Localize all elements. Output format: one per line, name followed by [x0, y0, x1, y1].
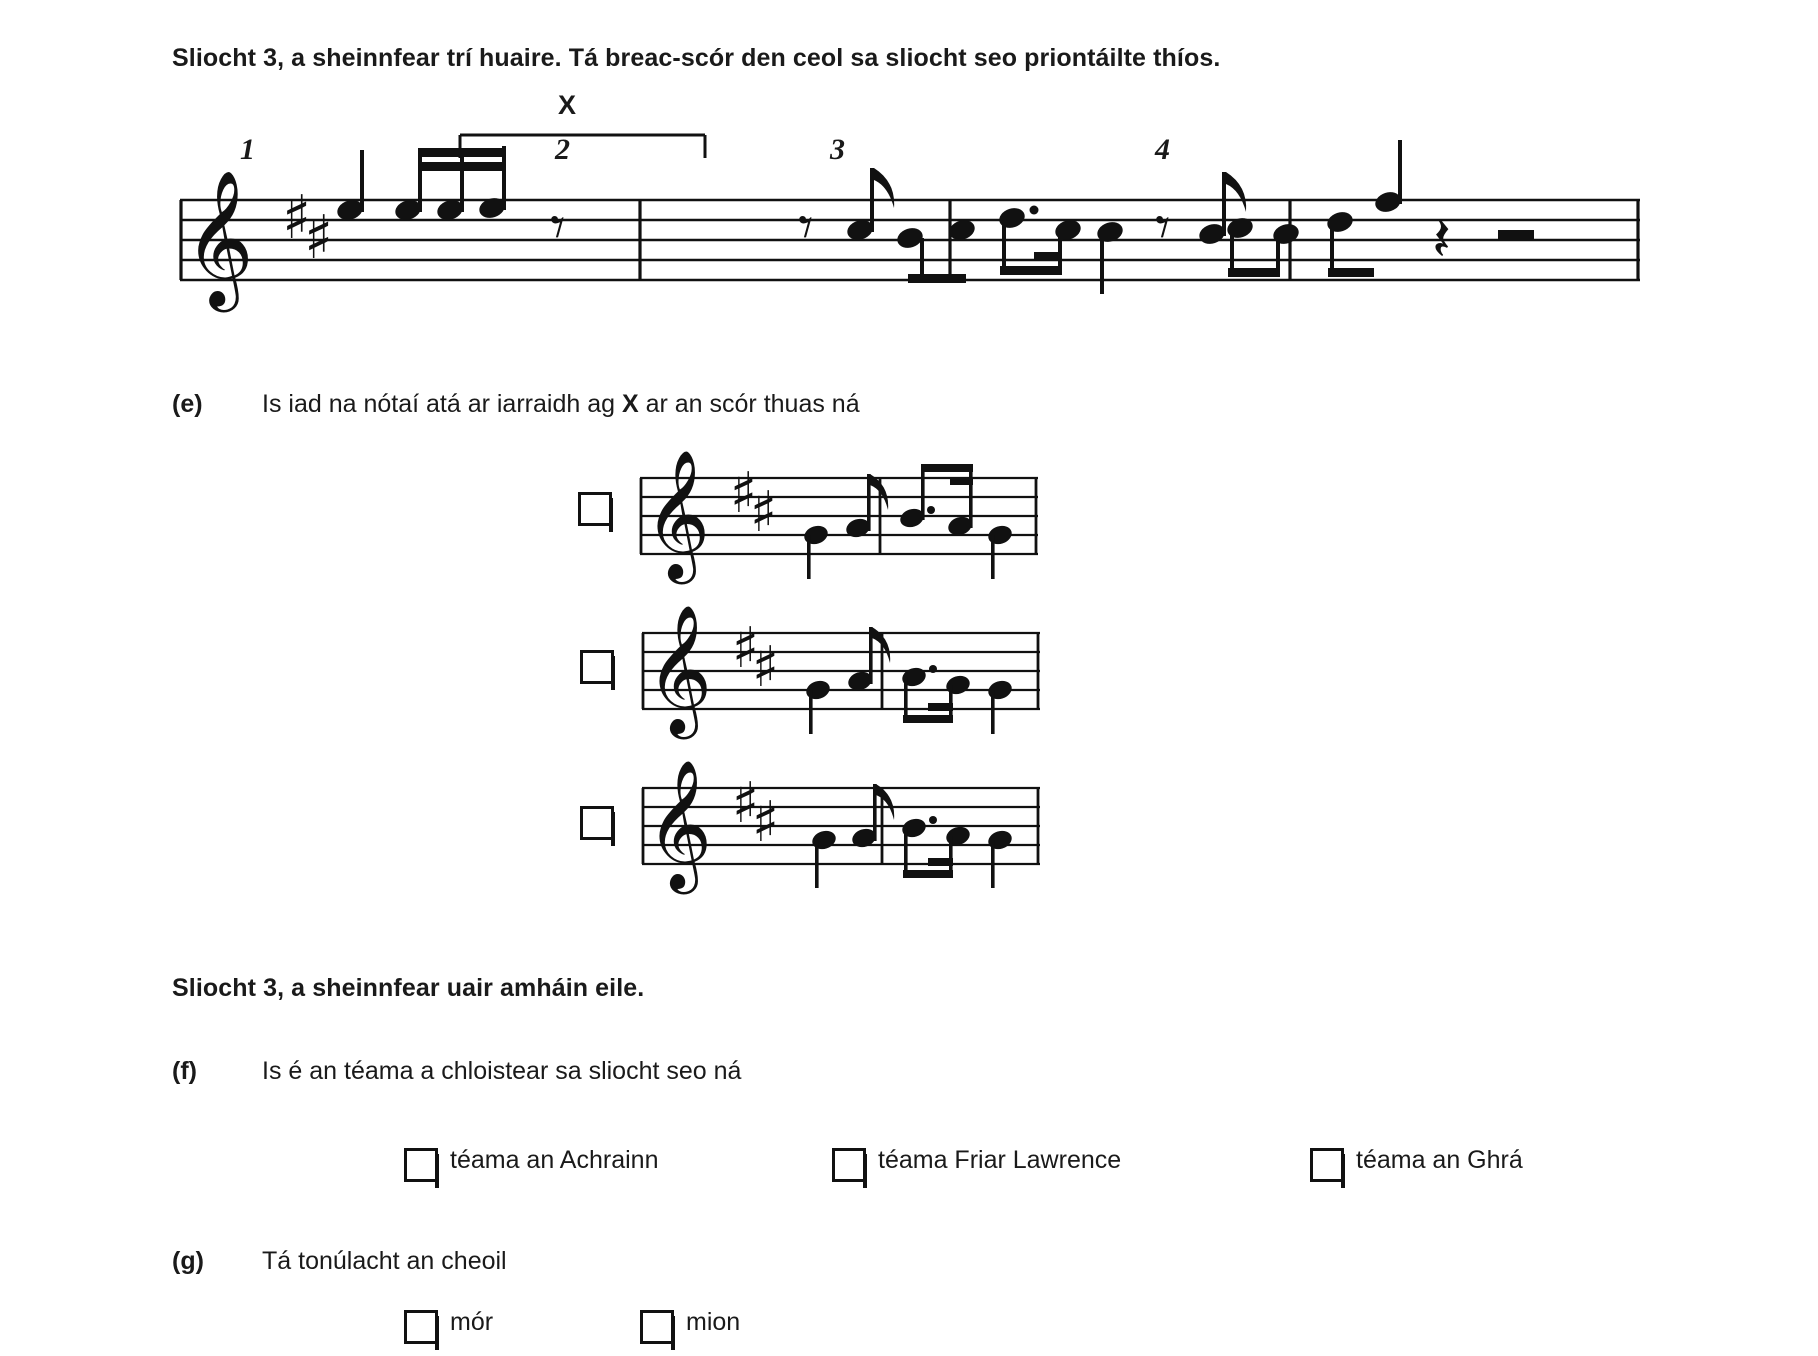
question-e-text-bold: X [621, 390, 639, 418]
svg-text:𝄽: 𝄽 [1432, 202, 1451, 275]
question-g-text: Tá tonúlacht an cheoil [262, 1247, 507, 1275]
svg-text:♯: ♯ [752, 790, 780, 855]
checkbox-e-option-3[interactable] [580, 806, 614, 840]
option-label-f-3[interactable]: téama an Ghrá [1356, 1146, 1523, 1174]
option-label-f-2[interactable]: téama Friar Lawrence [878, 1146, 1122, 1174]
measure-number-2: 2 [555, 133, 570, 166]
svg-text:𝄾: 𝄾 [550, 193, 566, 261]
question-f-label: (f) [172, 1057, 197, 1085]
svg-text:♯: ♯ [282, 183, 312, 253]
question-e-label: (e) [172, 390, 203, 418]
svg-text:𝄞: 𝄞 [646, 760, 713, 889]
svg-text:𝄞: 𝄞 [646, 605, 713, 734]
question-f-text: Is é an téama a chloistear sa sliocht seo ná [262, 1057, 742, 1085]
option-label-g-1[interactable]: mór [450, 1308, 494, 1336]
main-score [150, 110, 1680, 325]
svg-text:𝄞: 𝄞 [184, 168, 254, 306]
svg-text:♯: ♯ [752, 635, 780, 700]
svg-text:♯: ♯ [304, 203, 334, 273]
svg-text:𝄞: 𝄞 [644, 450, 711, 579]
checkbox-f-option-1[interactable] [404, 1148, 438, 1182]
svg-text:𝄾: 𝄾 [1155, 193, 1171, 261]
option-label-g-2[interactable]: mion [686, 1308, 741, 1336]
heading-sliocht-3-uair-amhain: Sliocht 3, a sheinnfear uair amháin eile. [172, 974, 645, 1002]
x-bracket-label: X [558, 90, 577, 120]
measure-number-3: 3 [830, 133, 845, 166]
question-e-text [262, 390, 860, 419]
score-e-option-2 [632, 605, 1052, 745]
checkbox-e-option-2[interactable] [580, 650, 614, 684]
checkbox-g-option-1[interactable] [404, 1310, 438, 1344]
option-label-f-1[interactable]: téama an Achrainn [450, 1146, 659, 1174]
checkbox-g-option-2[interactable] [640, 1310, 674, 1344]
question-g-label: (g) [172, 1247, 204, 1275]
measure-number-1: 1 [240, 133, 255, 166]
score-e-option-1 [630, 450, 1050, 585]
svg-text:♯: ♯ [730, 461, 758, 526]
score-e-option-3 [632, 760, 1052, 900]
svg-text:𝄾: 𝄾 [798, 193, 814, 261]
question-e-text-after: ar an scór thuas ná [638, 390, 860, 418]
svg-text:♯: ♯ [732, 616, 760, 681]
svg-text:♯: ♯ [732, 771, 760, 836]
question-e-text-before: Is iad na nótaí atá ar iarraidh ag [262, 390, 622, 418]
svg-text:♯: ♯ [750, 480, 778, 545]
heading-sliocht-3-tri-huaire: Sliocht 3, a sheinnfear trí huaire. Tá breac-scór den ceol sa sliocht seo priontáilte thíos. [172, 44, 1221, 72]
checkbox-f-option-3[interactable] [1310, 1148, 1344, 1182]
measure-number-4: 4 [1155, 133, 1170, 166]
checkbox-f-option-2[interactable] [832, 1148, 866, 1182]
checkbox-e-option-1[interactable] [578, 492, 612, 526]
